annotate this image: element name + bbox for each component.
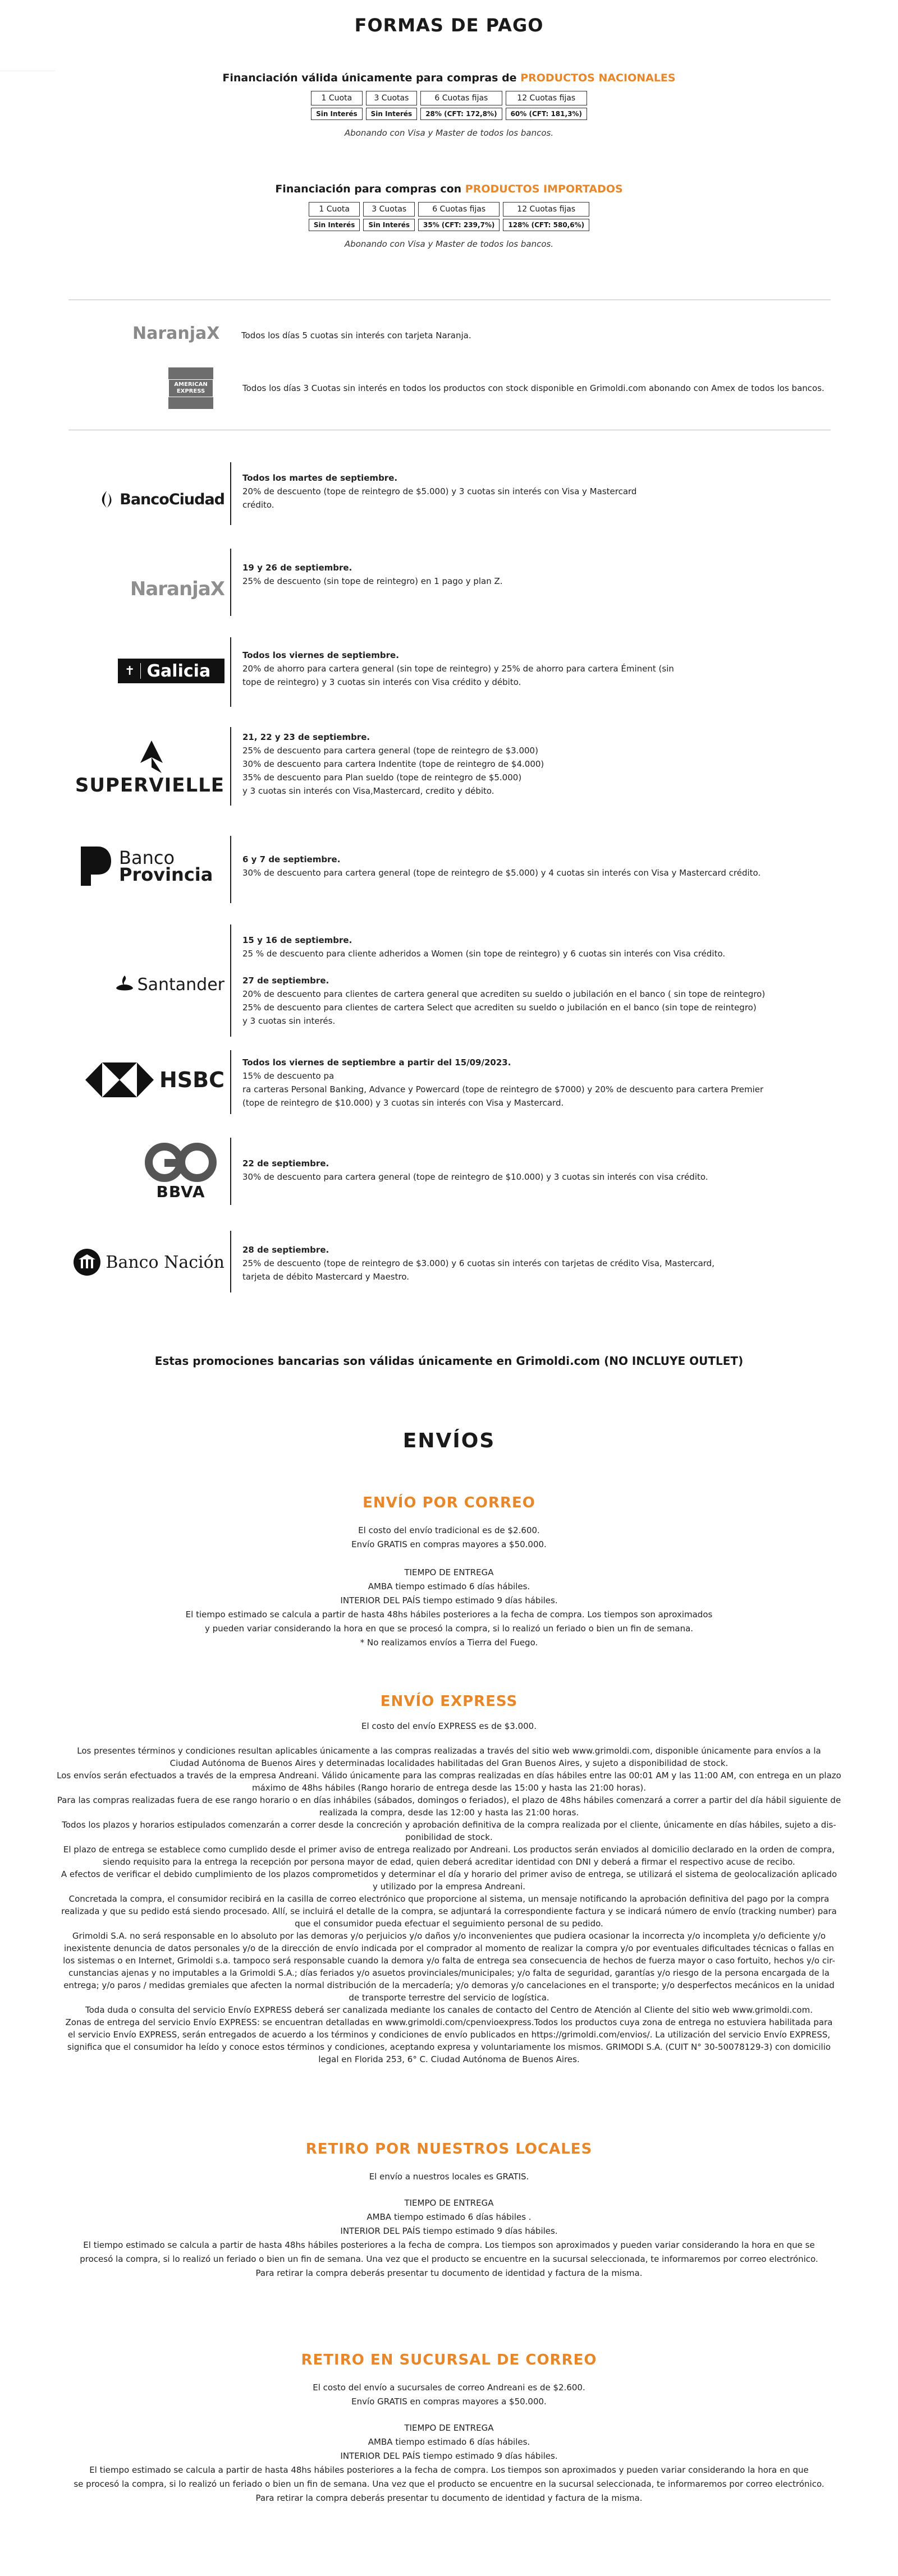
bank-brand: SUPERVIELLE <box>75 774 224 797</box>
table-cell: 1 Cuota <box>311 91 363 105</box>
card-promo-text: Todos los días 5 cuotas sin interés con tarjeta Naranja. <box>241 330 471 341</box>
supervielle-logo <box>73 735 224 797</box>
bank-promo <box>242 561 804 588</box>
bank-promo-line: 30% de descuento para cartera Indentite (tope de reintegro de $4.000) <box>242 759 544 769</box>
bank-brand: BBVA <box>156 1183 205 1201</box>
naranjax-bank-logo <box>73 573 224 605</box>
table-cell: 1 Cuota <box>309 202 360 217</box>
bank-separator <box>230 1138 231 1205</box>
naranjax-logo: NaranjaX <box>132 324 220 343</box>
body-line <box>0 1552 898 1566</box>
body-line: El tiempo estimado se calcula a partir de hasta 48hs hábiles posteriores a la fecha de compra. Los tiempos son aproximados <box>185 1609 713 1620</box>
bank-date: 21, 22 y 23 de septiembre. <box>242 732 370 742</box>
bank-brand: Banco <box>119 847 175 868</box>
envio-express-section <box>0 1693 898 2066</box>
bank-promo-line: crédito. <box>242 500 274 510</box>
table-cell: 12 Cuotas fijas <box>506 91 587 105</box>
table-cell: 3 Cuotas <box>363 202 415 217</box>
envios-title: ENVÍOS <box>402 1429 496 1452</box>
section-title: ENVÍO EXPRESS <box>380 1693 518 1710</box>
bank-separator <box>230 637 231 707</box>
body-line: ponibilidad de stock. <box>405 1832 493 1842</box>
bank-brand: HSBC <box>159 1068 224 1092</box>
hsbc-logo <box>73 1060 224 1100</box>
body-line: El tiempo estimado se calcula a partir de hasta 48hs hábiles posteriores a la fecha de compra. Los tiempos son aproximados y pueden variar considerando la hora en que <box>89 2465 809 2475</box>
bank-promo-line: 25% de descuento para clientes de cartera Select que acrediten su sueldo o jubilación en el banco (sin tope de reintegro) <box>242 1002 757 1013</box>
body-line: El costo del envío a sucursales de correo Andreani es de $2.600. <box>313 2382 585 2393</box>
bank-separator <box>230 462 231 525</box>
galicia-divider <box>140 663 141 679</box>
bank-promo-line: 25% de descuento (tope de reintegro de $3.000) y 6 cuotas sin interés con tarjetas de crédito Visa, Mastercard, <box>242 1258 714 1268</box>
bank-promo-line: 20% de descuento (tope de reintegro de $5.000) y 3 cuotas sin interés con Visa y Mastercard <box>242 486 637 496</box>
body-line: Envío GRATIS en compras mayores a $50.000. <box>351 1539 547 1549</box>
body-line: Envío GRATIS en compras mayores a $50.000. <box>351 2396 547 2407</box>
financing-imported-table <box>305 200 593 233</box>
bank-promo-line <box>242 960 804 974</box>
bank-date: 6 y 7 de septiembre. <box>242 854 341 864</box>
body-line: de transporte terrestre del servicio de logística. <box>349 1993 549 2003</box>
body-line: procesó la compra, si lo realizó un feriado o bien un fin de semana. Una vez que el producto se encuentre en la sucursal seleccionada, te informaremos por correo electrónico. <box>80 2254 818 2264</box>
body-line: AMBA tiempo estimado 6 días hábiles. <box>368 2437 530 2447</box>
bancoprovincia-icon <box>79 845 113 887</box>
body-line: INTERIOR DEL PAÍS tiempo estimado 9 días hábiles. <box>340 2226 558 2236</box>
table-cell: 128% (CFT: 580,6%) <box>503 219 589 231</box>
body-line: siendo requisito para la entrega la recepción por persona mayor de edad, quien deberá acreditar identidad con DNI y deberá a firmar el respectivo acuse de recibo. <box>103 1857 795 1867</box>
banconacion-seal-icon <box>73 1248 101 1276</box>
bank-promo <box>242 648 804 689</box>
body-line: entrega; y/o paros / medidas gremiales que afecten la normal distribución de la mercadería; y/o demoras y/o cancelaciones en el transporte; y/o desperfectos mecánicos en la unidad <box>63 1980 835 1990</box>
bank-date: 28 de septiembre. <box>242 1245 329 1255</box>
bank-brand: Banco Nación <box>106 1252 224 1272</box>
bank-date: 22 de septiembre. <box>242 1158 329 1169</box>
santander-logo <box>73 970 224 999</box>
body-line: inexistente denuncia de datos personales y/o de la dirección de envío indicada por el comprador al momento de realizar la compra y/o por eventuales dificultades técnicas o fallas en <box>63 1943 835 1953</box>
table-cell: 6 Cuotas fijas <box>420 91 502 105</box>
body-line: El envío a nuestros locales es GRATIS. <box>369 2172 529 2182</box>
bank-footer: Estas promociones bancarias son válidas únicamente en Grimoldi.com (NO INCLUYE OUTLET) <box>154 1354 744 1368</box>
body-line: cunstancias ajenas y no imputables a la Grimoldi S.A.; días feriados y/o asuetos provinciales/municipales; y/o falta de seguridad, garantías y/o riesgo de la persona encargada de la <box>68 1968 830 1978</box>
table-cell: Sin Interés <box>309 219 360 231</box>
bank-separator <box>230 1050 231 1114</box>
bank-promo-line: ra carteras Personal Banking, Advance y Powercard (tope de reintegro de $7000) y 20% de descuento para cartera Premier <box>242 1084 764 1094</box>
bank-promo-line: 25% de descuento para cartera general (tope de reintegro de $3.000) <box>242 746 538 756</box>
bank-separator <box>230 727 231 806</box>
bank-brand: BancoCiudad <box>120 490 224 508</box>
bank-separator <box>230 549 231 616</box>
bank-promo <box>242 1243 804 1284</box>
table-cell: Sin Interés <box>311 108 363 120</box>
bank-promo-line: y 3 cuotas sin interés. <box>242 1016 336 1026</box>
body-line: realizada la compra, desde las 12:00 y hasta las 21:00 horas. <box>319 1807 579 1818</box>
financing-highlight: PRODUCTOS IMPORTADOS <box>465 183 623 195</box>
bank-brand: Santander <box>137 974 224 995</box>
body-line: y utilizado por la empresa Andreani. <box>372 1882 526 1892</box>
body-line: Para las compras realizadas fuera de ese rango horario o en días inhábiles (sábados, domingos o feriados), el plazo de 48hs hábiles comenzará a correr a partir del día hábil siguiente de <box>57 1795 841 1805</box>
financing-national-table <box>308 89 590 122</box>
retiro-sucursal-section <box>0 2352 898 2505</box>
bank-promo-line: (tope de reintegro de $10.000) y 3 cuotas sin interés con Visa y Mastercard. <box>242 1098 564 1108</box>
body-line: INTERIOR DEL PAÍS tiempo estimado 9 días hábiles. <box>340 1595 558 1606</box>
body-line: INTERIOR DEL PAÍS tiempo estimado 9 días hábiles. <box>340 2451 558 2461</box>
table-cell: 12 Cuotas fijas <box>503 202 589 217</box>
body-line: AMBA tiempo estimado 6 días hábiles . <box>366 2212 532 2222</box>
galicia-cross-icon: ✝ <box>125 664 135 678</box>
body-line: El tiempo estimado se calcula a partir de hasta 48hs hábiles posteriores a la fecha de compra. Los tiempos son aproximados y pueden variar considerando la hora en que se <box>83 2240 815 2250</box>
supervielle-arrow-icon <box>135 740 168 774</box>
financing-imported-title <box>0 183 898 195</box>
bank-promo-line: 35% de descuento para Plan sueldo (tope de reintegro de $5.000) <box>242 772 522 783</box>
section-title: ENVÍO POR CORREO <box>363 1494 535 1511</box>
bank-promo-line: 25% de descuento (sin tope de reintegro) en 1 pago y plan Z. <box>242 576 503 586</box>
body-line: * No realizamos envíos a Tierra del Fuego. <box>360 1637 538 1648</box>
bank-date: 27 de septiembre. <box>242 976 329 986</box>
body-line: Zonas de entrega del servicio Envío EXPRESS: se encuentran detalladas en www.grimoldi.com/cpenvioexpress.Todos los productos cuya zona de entrega no estuviera habilitada para <box>65 2017 833 2027</box>
financing-prefix: Financiación válida únicamente para compras de <box>222 72 521 84</box>
bank-promo <box>242 853 804 880</box>
body-line: y pueden variar considerando la hora en que se procesó la compra, si lo realizó un feriado o bien un fin de semana. <box>204 1623 694 1634</box>
body-line: Para retirar la compra deberás presentar tu documento de identidad y factura de la misma. <box>255 2268 643 2278</box>
banconacion-logo <box>73 1245 224 1279</box>
section-title: RETIRO EN SUCURSAL DE CORREO <box>301 2352 597 2368</box>
body-line: que el consumidor pueda efectuar el seguimiento personal de su pedido. <box>295 1919 603 1929</box>
retiro-locales-section <box>0 2141 898 2280</box>
galicia-logo <box>73 654 224 688</box>
santander-flame-icon <box>115 976 134 993</box>
bank-date: 15 y 16 de septiembre. <box>242 935 352 945</box>
body-line: los sistemas o en Internet, Grimoldi s.a. tampoco será responsable cuando la demora y/o falta de entrega sea consecuencia de hechos de fuerza mayor o caso fortuito, hechos y/o cir- <box>63 1956 835 1966</box>
body-line: El costo del envío tradicional es de $2.600. <box>358 1525 540 1535</box>
body-line: el servicio Envío EXPRESS, serán entregados de acuerdo a los términos y condiciones de envío publicados en https://grimoldi.com/envios/. La utilización del servicio Envío EXPRESS, <box>67 2030 831 2040</box>
bancociudad-logo <box>73 482 224 516</box>
financing-national-title <box>0 72 898 84</box>
body-line: Todos los plazos y horarios estipulados comenzarán a correr desde la concreción y aprobación definitiva de la compra realizada por el cliente, únicamente en días hábiles, sujeto a dis- <box>62 1820 836 1830</box>
bank-date: Todos los viernes de septiembre. <box>242 650 399 660</box>
bank-promo-line: 30% de descuento para cartera general (tope de reintegro de $5.000) y 4 cuotas sin interés con Visa y Mastercard crédito. <box>242 868 761 878</box>
bancoprovincia-logo <box>79 844 219 889</box>
body-line <box>0 2184 898 2196</box>
bbva-go-icon <box>144 1142 217 1183</box>
table-cell: Sin Interés <box>363 219 415 231</box>
table-cell: 60% (CFT: 181,3%) <box>506 108 587 120</box>
bank-promo-line: 20% de ahorro para cartera general (sin tope de reintegro) y 25% de ahorro para cartera Éminent (sin <box>242 664 674 674</box>
bank-promo-line: 20% de descuento para clientes de cartera general que acrediten su sueldo o jubilación en el banco ( sin tope de reintegro) <box>242 989 766 999</box>
bank-brand: Galicia <box>146 661 211 681</box>
body-line: El costo del envío EXPRESS es de $3.000. <box>361 1721 537 1731</box>
bbva-logo <box>143 1142 219 1204</box>
body-line: Grimoldi S.A. no será responsable en lo absoluto por las demoras y/o perjuicios y/o daños y/o inconvenientes que pudiera ocasionar la incorrecta y/o incompleta y/o deficiente y/o <box>72 1931 826 1941</box>
bank-promo <box>242 1157 804 1184</box>
body-line: Ciudad Autónoma de Buenos Aires y determinadas localidades habilitadas del Gran Buenos Aires, y sujeto a disponibilidad de stock. <box>169 1758 729 1768</box>
bank-date: Todos los martes de septiembre. <box>242 473 398 483</box>
bank-separator <box>230 924 231 1037</box>
body-line: Toda duda o consulta del servicio Envío EXPRESS deberá ser canalizada mediante los canales de contacto del Centro de Atención al Cliente del sitio web www.grimoldi.com. <box>85 2005 813 2015</box>
page-title: FORMAS DE PAGO <box>354 15 544 36</box>
financing-note: Abonando con Visa y Master de todos los bancos. <box>344 239 554 249</box>
bank-brand: NaranjaX <box>130 578 224 600</box>
bank-promo-line: 25 % de descuento para cliente adheridos a Women (sin tope de reintegro) y 6 cuotas sin interés con Visa crédito. <box>242 949 726 959</box>
bank-promo <box>242 471 804 512</box>
bank-brand: Provincia <box>119 864 213 885</box>
body-line: realizada y que su pedido está siendo procesado. Allí, se incluirá el detalle de la compra, se adjuntará la correspondiente factura y se indicará número de envío (tracking number) para <box>61 1906 837 1916</box>
body-line: TIEMPO DE ENTREGA <box>404 2198 494 2208</box>
section-title: RETIRO POR NUESTROS LOCALES <box>305 2141 593 2158</box>
bank-date: Todos los viernes de septiembre a partir del 15/09/2023. <box>242 1057 511 1068</box>
envio-correo-section <box>0 1494 898 1650</box>
body-line <box>0 1732 898 1745</box>
hsbc-hexagon-icon <box>85 1062 154 1097</box>
body-line: TIEMPO DE ENTREGA <box>404 1567 494 1577</box>
bank-date: 19 y 26 de septiembre. <box>242 563 352 573</box>
body-line: legal en Florida 253, 6° C. Ciudad Autónoma de Buenos Aires. <box>318 2054 580 2064</box>
bank-promo-line: tope de reintegro) y 3 cuotas sin interés con Visa crédito y débito. <box>242 677 521 687</box>
table-cell: 35% (CFT: 239,7%) <box>418 219 500 231</box>
bank-separator <box>230 836 231 903</box>
body-line: significa que el consumidor ha leído y conoce estos términos y condiciones, aceptando expresa y voluntariamente los mismos. GRIMODI S.A. (CUIT N° 30-50078129-3) con domicilio <box>67 2042 831 2052</box>
bank-promo-line: 30% de descuento para cartera general (tope de reintegro de $10.000) y 3 cuotas sin interés con visa crédito. <box>242 1172 708 1182</box>
card-promo-text: Todos los días 3 Cuotas sin interés en todos los productos con stock disponible en Grimoldi.com abonando con Amex de todos los bancos. <box>242 383 824 393</box>
table-cell: Sin Interés <box>366 108 418 120</box>
body-line: TIEMPO DE ENTREGA <box>404 2423 494 2433</box>
table-cell: 3 Cuotas <box>366 91 418 105</box>
body-line: Los envíos serán efectuados a través de la empresa Andreani. Válido únicamente para las compras realizadas en días hábiles entre las 00:01 AM y las 11:00 AM, con entrega en un plazo <box>57 1770 841 1781</box>
amex-logo-text: AMERICAN EXPRESS <box>168 379 213 397</box>
body-line: Concretada la compra, el consumidor recibirá en la casilla de correo electrónico que proporcione al sistema, un mensaje notificando la aprobación definitiva del pago por la compra <box>68 1894 830 1904</box>
bank-promo-line: 15% de descuento pa <box>242 1071 335 1081</box>
financing-imported <box>0 183 898 249</box>
body-line <box>0 2409 898 2421</box>
amex-logo <box>168 367 213 409</box>
financing-prefix: Financiación para compras con <box>275 183 465 195</box>
body-line: máximo de 48hs hábiles (Rango horario de entrega desde las 15:00 y hasta las 21:00 horas). <box>251 1783 647 1793</box>
bank-promo-line: tarjeta de débito Mastercard y Maestro. <box>242 1272 410 1282</box>
body-line: se procesó la compra, si lo realizó un feriado o bien un fin de semana. Una vez que el producto se encuentre en la sucursal seleccionada, te informaremos por correo electrónico. <box>74 2479 824 2489</box>
financing-note: Abonando con Visa y Master de todos los bancos. <box>344 128 554 138</box>
financing-national <box>0 72 898 138</box>
bancociudad-icon <box>97 490 116 509</box>
table-cell: 6 Cuotas fijas <box>418 202 500 217</box>
bank-promo <box>242 933 804 1028</box>
body-line: AMBA tiempo estimado 6 días hábiles. <box>368 1581 530 1591</box>
body-line: Los presentes términos y condiciones resultan aplicables únicamente a las compras realizadas a través del sitio web www.grimoldi.com, disponible únicamente para envíos a la <box>77 1746 821 1756</box>
bank-separator <box>230 1231 231 1292</box>
bank-promo <box>242 730 804 798</box>
table-cell: 28% (CFT: 172,8%) <box>420 108 502 120</box>
financing-highlight: PRODUCTOS NACIONALES <box>520 72 676 84</box>
body-line: A efectos de verificar el debido cumplimiento de los plazos comprometidos y determinar el día y horario del primer aviso de entrega, se utilizará el sistema de geolocalización aplicado <box>61 1869 837 1879</box>
bank-promo-line: y 3 cuotas sin interés con Visa,Mastercard, credito y débito. <box>242 786 494 796</box>
bank-promo <box>242 1056 804 1110</box>
body-line: Para retirar la compra deberás presentar tu documento de identidad y factura de la misma. <box>255 2493 643 2503</box>
body-line: El plazo de entrega se establece como cumplido desde el primer aviso de entrega realizado por Andreani. Los productos serán enviados al domicilio declarado en la orden de compra, <box>63 1844 835 1855</box>
